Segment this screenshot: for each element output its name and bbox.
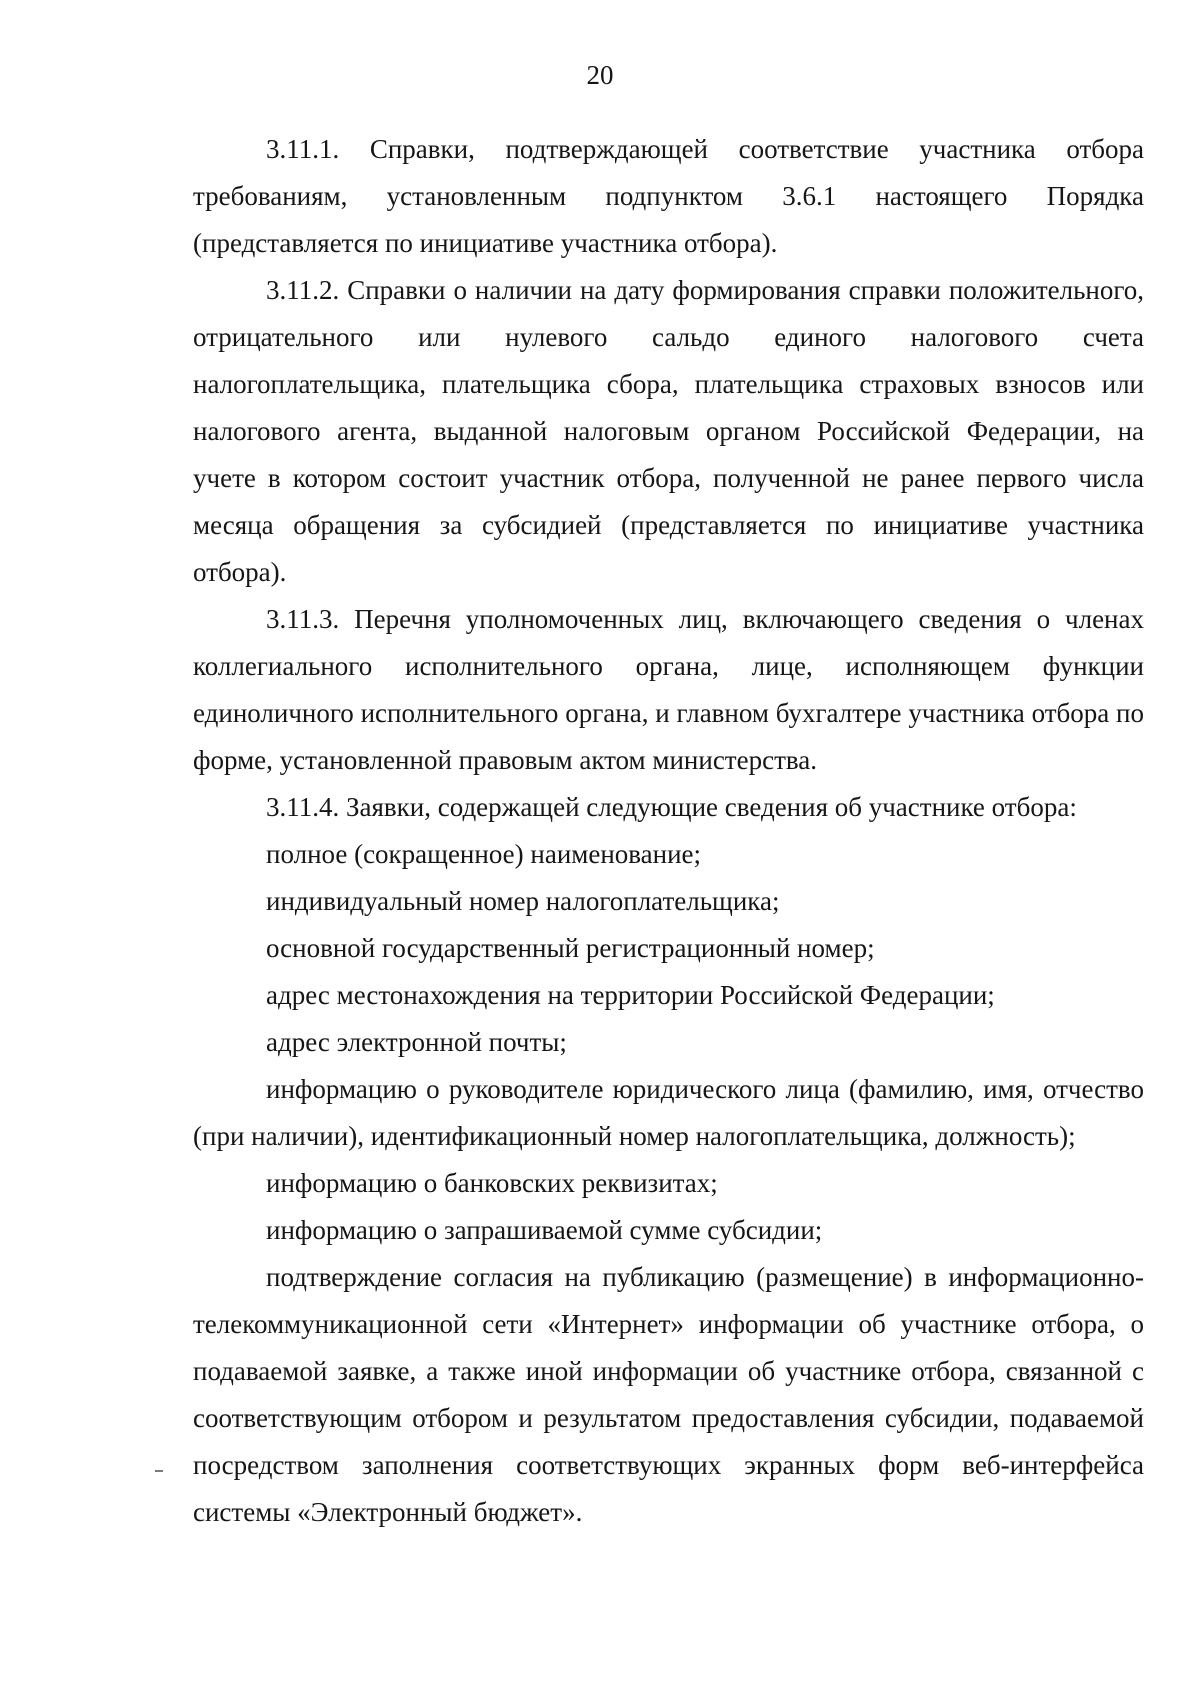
list-item-bank-details: информацию о банковских реквизитах; [266, 1168, 718, 1198]
list-item-publication-consent: подтверждение согласия на публикацию (размещение) в информационно-телекоммуникационной сети «Интернет» информации об участнике отбора, о подаваемой заявке, а также иной информации об участнике отбора, связанной с соответствующим отбором и результатом предоставления субсидии, подаваемой посредством заполнения соответствующих экранных форм веб-интерфейса системы «Электронный бюджет». [193, 1262, 1144, 1527]
list-item-subsidy-amount: информацию о запрашиваемой сумме субсидии; [266, 1215, 823, 1245]
list-item-email: адрес электронной почты; [266, 1027, 567, 1057]
list-item-name: полное (сокращенное) наименование; [266, 839, 702, 869]
paragraph-3-11-3: 3.11.3. Перечня уполномоченных лиц, включающего сведения о членах коллегиального исполнительного органа, лице, исполняющем функции единоличного исполнительного органа, и главном бухгалтере участника отбора по форме, установленной правовым актом министерства. [193, 604, 1144, 775]
paragraph-3-11-2: 3.11.2. Справки о наличии на дату формирования справки положительного, отрицательного или нулевого сальдо единого налогового счета налогоплательщика, плательщика сбора, плательщика страховых взносов или налогового агента, выданной налоговым органом Российской Федерации, на учете в котором состоит участник отбора, полученной не ранее первого числа месяца обращения за субсидией (представляется по инициативе участника отбора). [193, 275, 1144, 587]
paragraph-3-11-4: 3.11.4. Заявки, содержащей следующие сведения об участнике отбора: [266, 792, 1077, 822]
scan-artifact-mark [155, 1470, 163, 1472]
page-number: 20 [586, 60, 614, 90]
list-item-address: адрес местонахождения на территории Российской Федерации; [266, 980, 995, 1010]
list-item-ogrn: основной государственный регистрационный номер; [266, 933, 875, 963]
document-body [193, 126, 1144, 1536]
paragraph-3-11-1: 3.11.1. Справки, подтверждающей соответствие участника отбора требованиям, установленным подпунктом 3.6.1 настоящего Порядка (представляется по инициативе участника отбора). [193, 134, 1144, 258]
list-item-inn: индивидуальный номер налогоплательщика; [266, 886, 780, 916]
list-item-head-info: информацию о руководителе юридического лица (фамилию, имя, отчество (при наличии), идентификационный номер налогоплательщика, должность); [193, 1074, 1144, 1151]
